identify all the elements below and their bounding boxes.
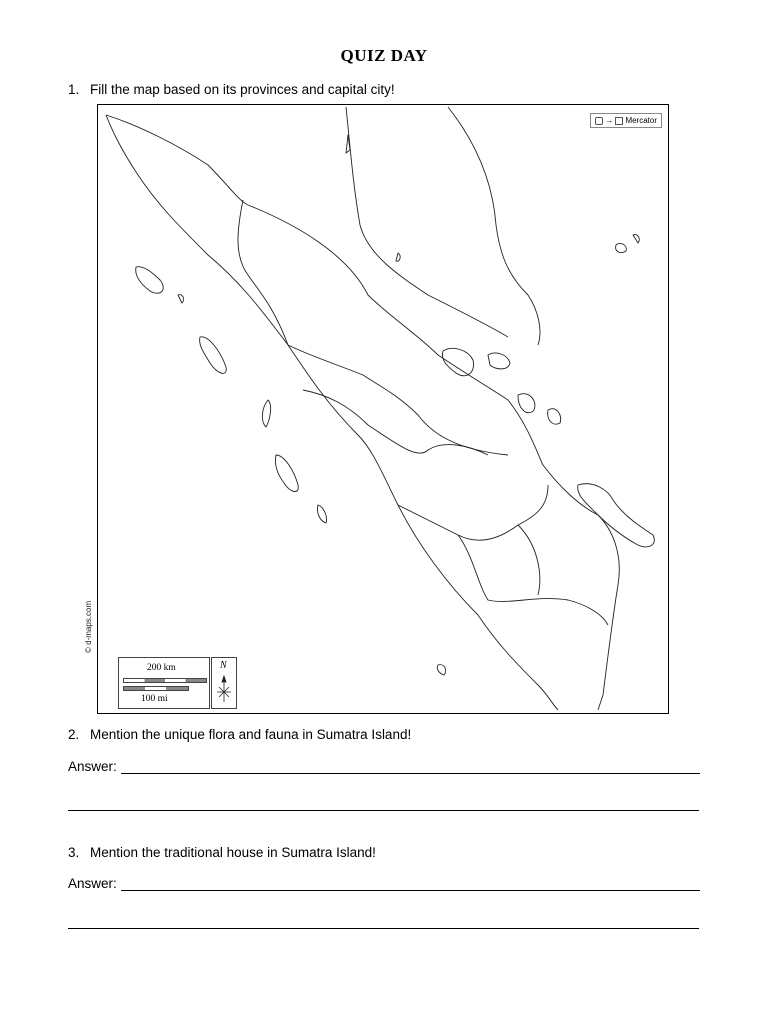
- answer-blank[interactable]: [121, 878, 700, 891]
- answer-blank-line[interactable]: [68, 928, 699, 929]
- north-arrow: [211, 657, 237, 709]
- scale-mi-bar: [123, 686, 189, 691]
- answer-blank[interactable]: [121, 761, 700, 774]
- scale-km-bar: [123, 678, 207, 683]
- question-number: 3.: [68, 845, 80, 860]
- question-text: Mention the traditional house in Sumatra Island!: [90, 845, 376, 860]
- sumatra-outline-map: [84, 104, 669, 714]
- projection-label: Mercator: [625, 116, 657, 125]
- answer-label: Answer:: [68, 759, 117, 774]
- answer-line-3[interactable]: [68, 876, 700, 891]
- projection-legend: [590, 113, 662, 128]
- map-drawing: [98, 105, 667, 712]
- square-icon: [615, 117, 623, 125]
- question-number: 1.: [68, 82, 80, 97]
- question-1: [68, 82, 395, 97]
- scale-mi-label: 100 mi: [141, 694, 168, 704]
- page-title: QUIZ DAY: [340, 46, 428, 65]
- question-text: Fill the map based on its provinces and capital city!: [90, 82, 395, 97]
- arrow-icon: →: [605, 116, 614, 125]
- compass-icon: [215, 674, 233, 704]
- answer-blank-line[interactable]: [68, 810, 699, 811]
- scale-bar: [118, 657, 210, 709]
- answer-line-2[interactable]: [68, 759, 700, 774]
- question-number: 2.: [68, 727, 80, 742]
- question-2: [68, 727, 411, 742]
- globe-icon: [595, 117, 603, 125]
- map-credit: © d-maps.com: [84, 600, 93, 653]
- answer-label: Answer:: [68, 876, 117, 891]
- north-label: N: [220, 660, 227, 671]
- question-3: [68, 845, 376, 860]
- question-text: Mention the unique flora and fauna in Sumatra Island!: [90, 727, 412, 742]
- scale-km-label: 200 km: [147, 663, 176, 673]
